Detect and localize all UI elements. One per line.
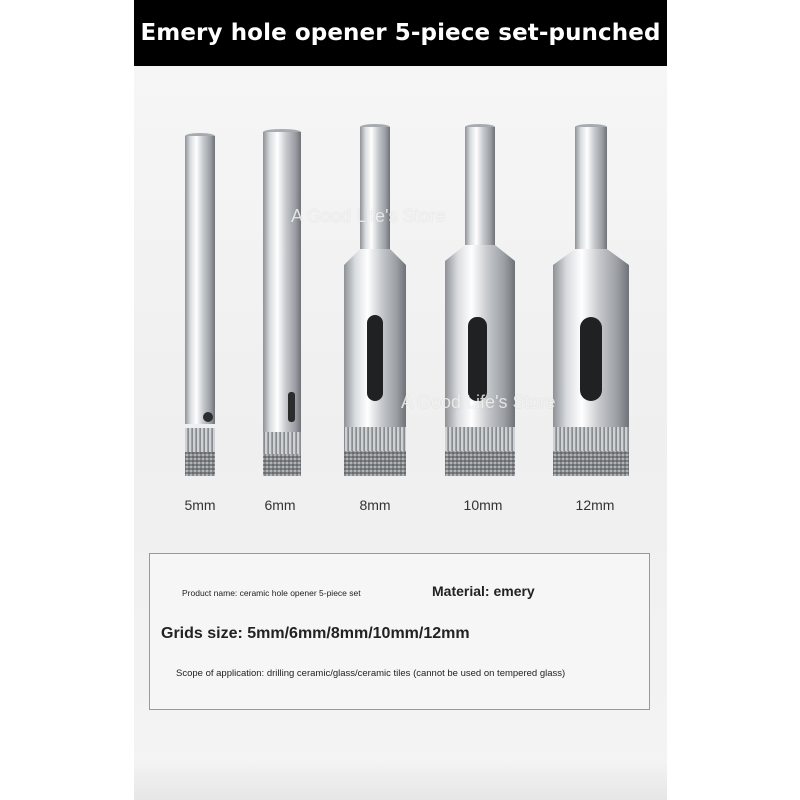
bit-size-label: 12mm <box>575 497 615 513</box>
banner-title: Emery hole opener 5-piece set-punched <box>140 20 661 46</box>
drill-bit-10mm <box>445 124 515 476</box>
drill-bit-6mm <box>263 129 301 476</box>
bottom-shadow <box>134 760 667 800</box>
scope-of-application: Scope of application: drilling ceramic/glass/ceramic tiles (cannot be used on tempered glass) <box>176 668 566 679</box>
bit-size-label: 5mm <box>184 497 216 513</box>
drill-bit-8mm <box>344 124 406 476</box>
drill-bits-illustration <box>134 66 667 546</box>
drill-bit-5mm <box>185 133 215 476</box>
watermark: A Good Life's Store <box>401 392 556 412</box>
product-info-box <box>149 553 650 710</box>
bit-size-label: 8mm <box>359 497 391 513</box>
title-banner <box>134 0 667 66</box>
drill-bit-12mm <box>553 124 629 476</box>
bit-size-label: 10mm <box>463 497 503 513</box>
grids-size: Grids size: 5mm/6mm/8mm/10mm/12mm <box>161 625 470 642</box>
watermark: A Good Life's Store <box>291 206 446 226</box>
product-name: Product name: ceramic hole opener 5-piece set <box>182 588 361 598</box>
material: Material: emery <box>432 583 535 599</box>
bit-size-label: 6mm <box>264 497 296 513</box>
product-image <box>134 0 667 800</box>
drill-bit-lineup <box>134 66 667 546</box>
